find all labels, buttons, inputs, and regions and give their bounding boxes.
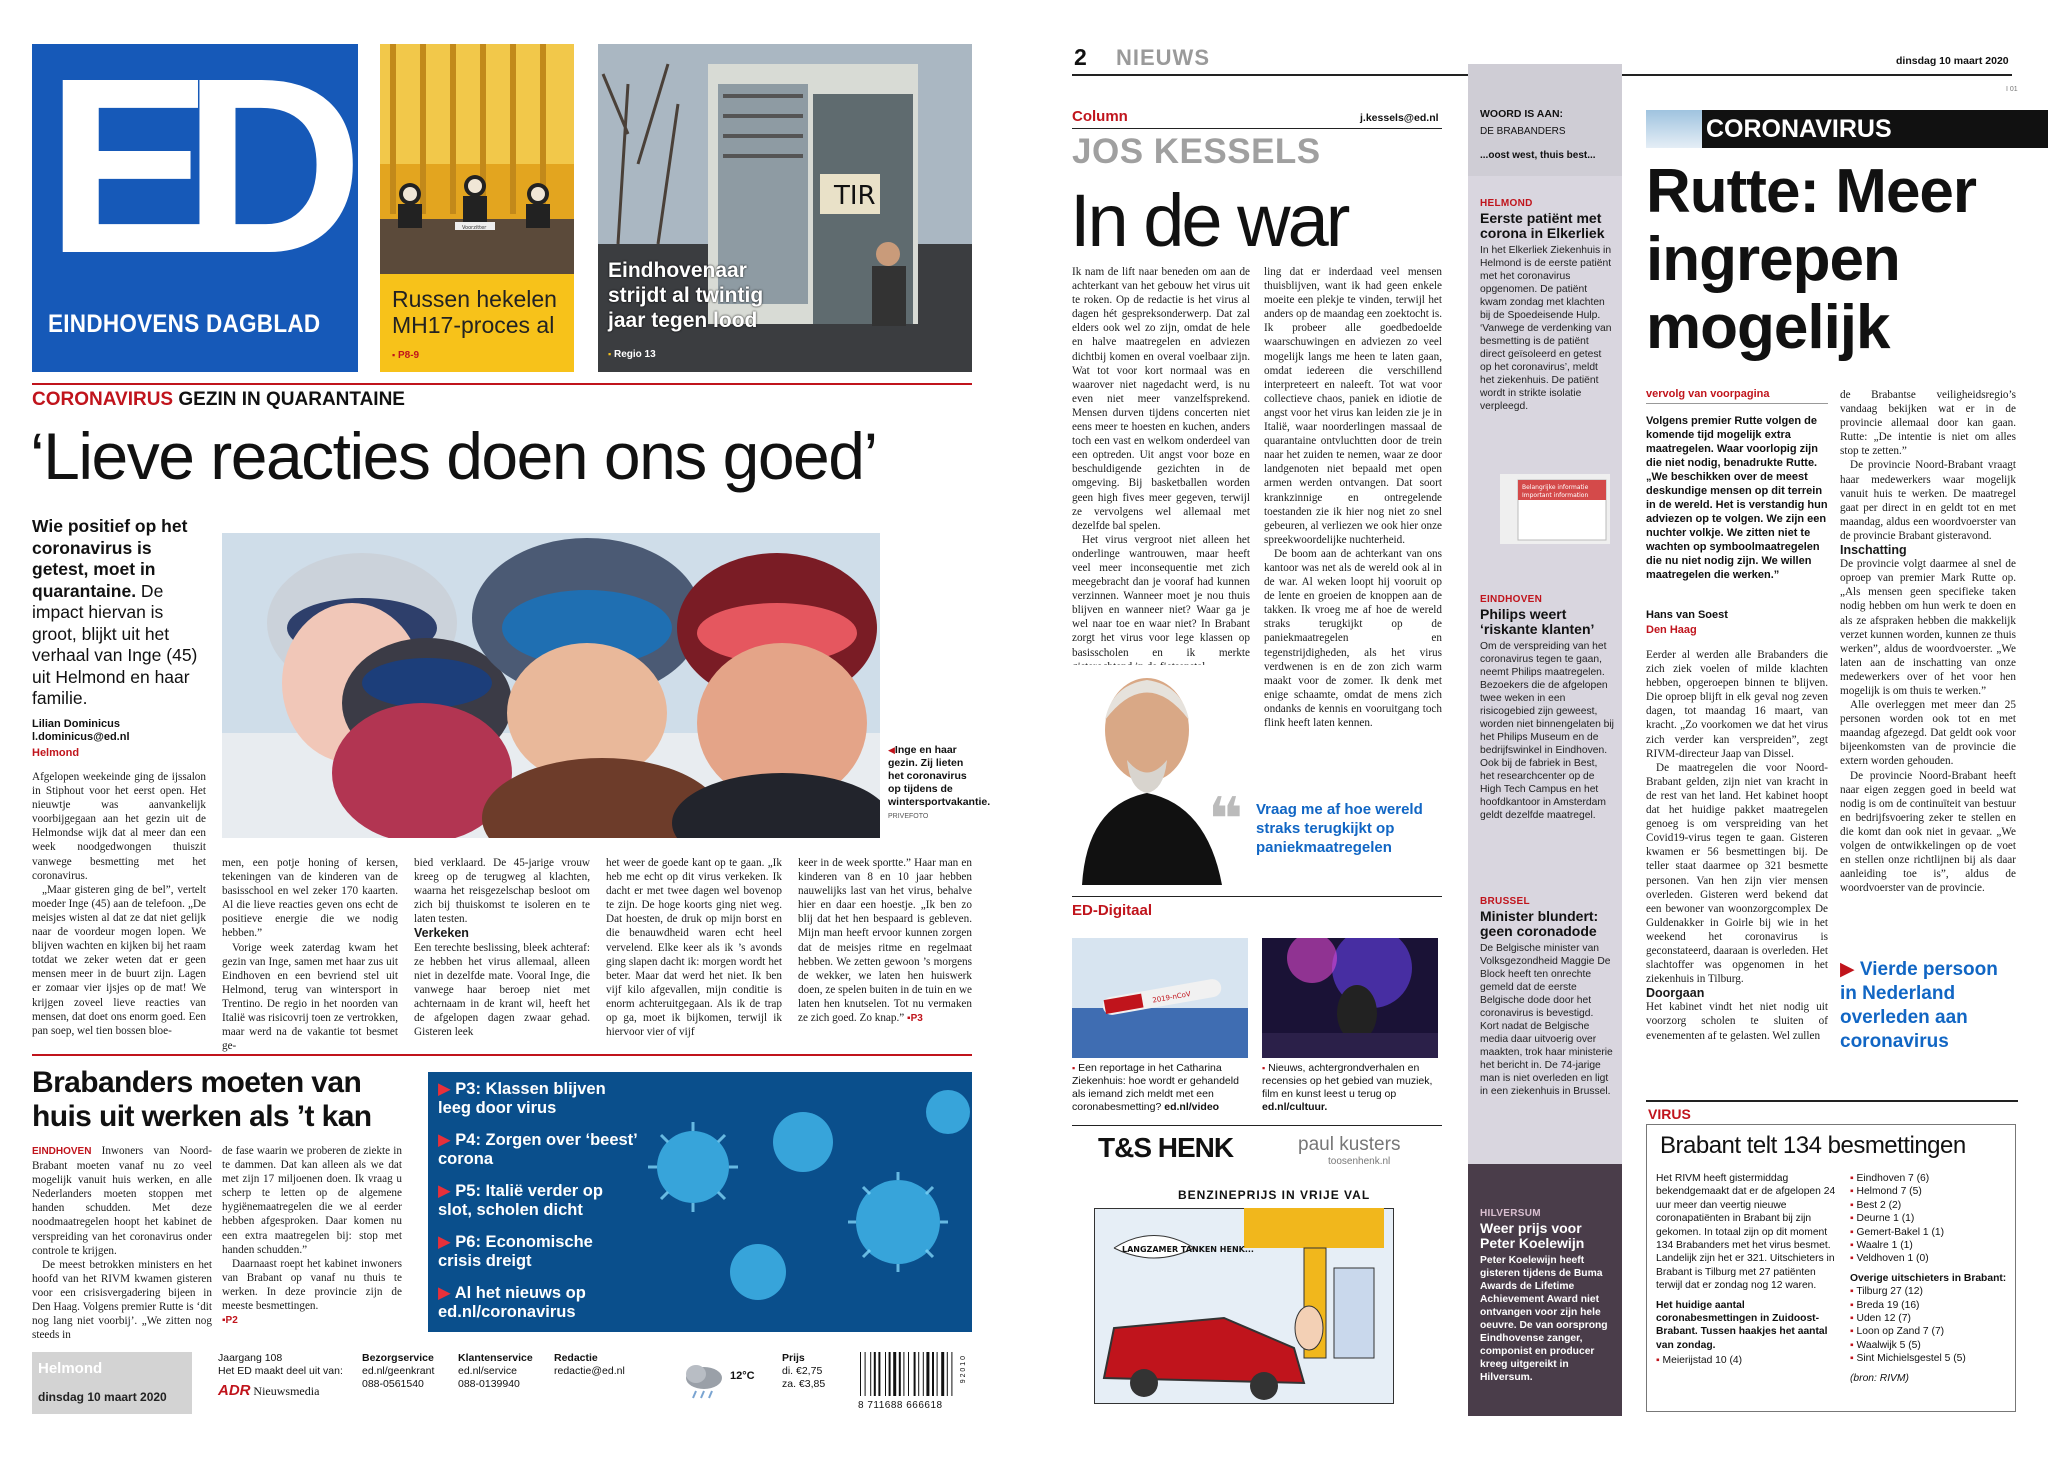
column-author: JOS KESSELS [1072, 132, 1321, 171]
barcode-side: 9 2 0 1 0 [960, 1356, 967, 1384]
column-title: In de war [1070, 179, 1348, 262]
list-item: ▪ Loon op Zand 7 (7) [1850, 1326, 1945, 1338]
virus-box-tag: VIRUS [1648, 1106, 1691, 1122]
quote-mark-icon: ❝ [1208, 786, 1244, 853]
cartoon [1078, 1132, 1440, 1412]
cartoon-balloon: LANGZAMER TANKEN HENK... [1122, 1245, 1254, 1254]
promo-item-web[interactable]: ▶ Al het nieuws op ed.nl/coronavirus [438, 1284, 586, 1321]
promo-item-p5[interactable]: ▶ P5: Italië verder op slot, scholen dicht [438, 1182, 603, 1219]
masthead-logo: ED [46, 26, 334, 305]
digital-photo-video[interactable] [1072, 938, 1248, 1058]
courtroom-photo [380, 44, 574, 274]
list-item: ▪ Best 2 (2) [1850, 1199, 1902, 1211]
lead-kicker: CORONAVIRUS GEZIN IN QUARANTAINE [32, 389, 405, 410]
column-label: Column [1072, 108, 1128, 125]
list-item: ▪ Sint Michielsgestel 5 (5) [1850, 1353, 1966, 1365]
cartoon-title: BENZINEPRIJS IN VRIJE VAL [1178, 1188, 1371, 1202]
column-pullquote: ❝ Vraag me af hoe wereld straks terugkijkt op paniekmaatregelen [1208, 786, 1423, 856]
list-item: ▪ Tilburg 27 (12) [1850, 1286, 1923, 1298]
promo-mh17[interactable] [380, 44, 574, 372]
digital-caption-culture: ▪ Nieuws, achtergrondverhalen en recensies op het gebied van muziek, film en kunst leest u terug op ed.nl/cultuur. [1262, 1062, 1433, 1113]
lead-col4: het weer de goede kant op te gaan. „Ik heb me echt op dit virus verkeken. Ik dacht er met twee dagen wel bovenop te zijn. De hoge koorts ging niet weg. Dat hoesten, de druk op mijn borst en die benauwdheid waren echt heel vervelend. Elke keer als ik ’s avonds ging slapen dacht ik: morgen wordt het beter. Maar dat werd het niet. Ik ben vijf kilo afgevallen, mijn conditie is enorm achteruitgegaan. Als ik de trap op ga, moet ik bijkomen, terwijl ik hiervoor vier of vijf [606, 857, 782, 1039]
cartoon-drawing [1094, 1208, 1394, 1404]
nameplate-text: Voorzitter [462, 225, 487, 231]
footer-bezorg[interactable]: Bezorgservice ed.nl/geenkrant 088-0561540 [362, 1352, 435, 1390]
hospital-sign-photo [1500, 474, 1610, 544]
main-tag-bar [1646, 110, 2048, 148]
inside-date-small: I 01 [2006, 86, 2018, 93]
digital-photo-culture[interactable] [1262, 938, 1438, 1058]
virus-photo-thumb [1646, 110, 1702, 148]
list-item: ▪ Helmond 7 (5) [1850, 1186, 1922, 1198]
test-tube-label: 2019-nCoV [1151, 990, 1192, 1005]
second-col1: EINDHOVEN Inwoners van Noord-Brabant moeten vanaf nu zo veel mogelijk vanuit huis werken, en alle Nederlanders moeten stoppen met handen schudden. Met deze noodmaatregelen hoopt het kabinet de verspreiding van het coronavirus onder controle te krijgen. De meest betrokken ministers en het hoofd van het RIVM kwamen gisteren voor een crisisvergadering bijeen in Den Haag. Volgens premier Rutte is ‘dit nog lang niet voorbij’. „We zitten nog steeds in [32, 1145, 212, 1342]
sign-line1: Belangrijke informatie [1522, 484, 1589, 491]
masthead-name: EINDHOVENS DAGBLAD [48, 310, 321, 338]
woord-label: WOORD IS AAN: [1480, 108, 1564, 120]
sidebar-item-brussel[interactable]: BRUSSEL Minister blundert: geen coronadode De Belgische minister van Volksgezondheid Maggie De Block heeft ten onrechte gemeld dat de eerste Belgische dode door het coronavirus is bevestigd. Kort nadat de Belgische media daar uitvoerig over maakten, trok haar ministerie het bericht in. De 74-jarige man is niet overleden en ligt in een ziekenhuis in Brussel. [1480, 896, 1613, 1097]
promo-lood-title: Eindhovenaar strijdt al twintig jaar tegen lood [608, 259, 764, 332]
digital-caption-video: ▪ Een reportage in het Catharina Ziekenhuis: hoe wordt er gehandeld als iemand zich meldt met een coronabesmetting? ed.nl/video [1072, 1062, 1239, 1113]
footer-redactie[interactable]: Redactie redactie@ed.nl [554, 1352, 625, 1377]
list-item: ▪ Waalwijk 5 (5) [1850, 1339, 1921, 1351]
promo-lood[interactable] [598, 44, 972, 372]
virus-box-list-left [1656, 1354, 1836, 1367]
sign-line2: Important information [1522, 492, 1589, 499]
footer-prijs: Prijs di. €2,75 za. €3,85 [782, 1352, 826, 1390]
footer-klant[interactable]: Klantenservice ed.nl/service 088-0139940 [458, 1352, 533, 1390]
virus-box-text: Het RIVM heeft gistermiddag bekendgemaakt dat er de afgelopen 24 uur meer dan veertig nieuwe coronapatiënten in Brabant bij zijn gekomen. In totaal zijn op dit moment 134 Brabanders met het virus besmet. Landelijk zijn het er 321. Uitschieters in Brabant is Tilburg met 27 patiënten terwijl dat er zondag nog 12 waren. Het huidige aantal coronabesmettingen in Zuidoost-Brabant. Tussen haakjes het aantal van zondag. ▪ Meierijstad 10 (4) [1656, 1173, 1836, 1367]
virus-box-right: ▪ Eindhoven 7 (6) ▪ Helmond 7 (5) ▪ Best 2 (2) ▪ Deurne 1 (1) ▪ Gemert-Bakel 1 (1) ▪ Waalre 1 (1) ▪ Veldhoven 1 (0) Overige uitschieters in Brabant: ▪ Tilburg 27 (12) ▪ Breda 19 (16) ▪ Uden 12 (7) ▪ Loon op Zand 7 (7) ▪ Waalwijk 5 (5) ▪ Sint Michielsgestel 5 (5) (bron: RIVM) [1850, 1172, 2012, 1385]
weather-cloud-icon [680, 1358, 730, 1402]
footer-city: Helmond [38, 1360, 103, 1377]
footer-temp: 12°C [730, 1370, 755, 1382]
second-headline[interactable]: Brabanders moeten van huis uit werken als ’t kan [32, 1066, 372, 1133]
main-side-link[interactable]: ▶ Vierde persoon in Nederland overleden aan coronavirus [1840, 959, 1998, 1052]
main-tag: CORONAVIRUS [1706, 115, 1892, 143]
list-item: ▪ Uden 12 (7) [1850, 1313, 1911, 1325]
family-photo-caption: ◀Inge en haar gezin. Zij lieten het coronavirus op tijdens de wintersportvakantie. PRIVEFOTO [888, 744, 991, 820]
lead-col2: men, een potje honing of kersen, tekeningen van de kinderen van de basisschool en wel zeker 170 kaarten. Al die lieve reacties geven ons echt de positieve energie die we nodig hebben.” Vorige week zaterdag kwam het gezin van Inge, samen met haar zus uit Eindhoven en een bevriend stel uit Helmond, terug van wintersport in Trentino. De regio in het noorden van Italië was risicovrij toen ze vertrokken, maar werd na de vakantie tot besmet ge- [222, 857, 398, 1053]
lead-col5: keer in de week sportte.” Haar man en kinderen van 8 en 10 jaar hebben nauwelijks last van het virus, behalve hier en daar een hoestje. „Ik ben zo blij dat het hen bespaard is gebleven. Mijn man heeft ervoor kunnen zorgen dat de meisjes ritme en regelmaat hebben. We zetten gewoon ’s morgens de wekker, we laten hen huiswerk doen, ze spelen buiten in de tuin en we laten hen knutselen. Tot nu vermaken ze zich goed. Zo knap.” ▪P3 [798, 857, 972, 1025]
front-footer [32, 1352, 972, 1414]
virus-box-list-right [1850, 1172, 2012, 1266]
virus-box [1646, 1100, 2018, 1412]
promo-item-p6[interactable]: ▶ P6: Economische crisis dreigt [438, 1233, 593, 1270]
virus-box-title: Brabant telt 134 besmettingen [1660, 1132, 1966, 1159]
barcode [858, 1352, 968, 1398]
footer-city-box [32, 1352, 192, 1414]
lead-byline: Lilian Dominicus l.dominicus@ed.nl Helmond [32, 718, 130, 759]
cartoon-logo: T&S HENK [1098, 1132, 1234, 1163]
sidebar [1468, 64, 1622, 1416]
lead-intro: Wie positief op het coronavirus is getest, moet in quarantaine. De impact hiervan is groot, blijkt uit het verhaal van Inge (45) uit Helmond en haar familie. [32, 516, 198, 708]
promo-mh17-ref: ▪ P8-9 [392, 350, 420, 361]
list-item: ▪ Waalre 1 (1) [1850, 1240, 1913, 1252]
list-item: ▪ Deurne 1 (1) [1850, 1213, 1915, 1225]
main-byline: Hans van Soest Den Haag [1646, 609, 1728, 636]
woord-who: DE BRABANDERS [1480, 126, 1566, 137]
list-item: ▪ Breda 19 (16) [1850, 1299, 1920, 1311]
sidebar-item-eindhoven[interactable]: EINDHOVEN Philips weert ‘riskante klanten’ Om de verspreiding van het coronavirus tegen te gaan, neemt Philips maatregelen. Bezoekers die de afgelopen twee weken in een risicogebied zijn geweest, worden niet binnengelaten bij het Philips Museum en de bedrijfswinkel in Eindhoven. Ook bij de fabriek in Best, het researchcenter op de High Tech Campus en het hoofdkantoor in Amsterdam geldt dezelfde maatregel. [1480, 594, 1614, 821]
masthead [32, 26, 358, 372]
lead-headline: ‘Lieve reacties doen ons goed’ [30, 419, 877, 493]
list-item: ▪ Eindhoven 7 (6) [1850, 1173, 1930, 1184]
promo-lood-ref: ▪ Regio 13 [608, 349, 656, 360]
lead-col1: Afgelopen weekeinde ging de ijssalon in Stiphout voor het eerst open. Het nieuwtje was aanvankelijk voorbijgegaan aan het gezin uit de Helmondse wijk dat al meer dan een week noodgedwongen thuiszit vanwege besmetting met het coronavirus. „Maar gisteren ging de bel”, vertelt moeder Inge (45) aan de telefoon. „De meisjes wisten al dat ze dat niet gelijk naar de voordeur mogen lopen. We blijven wachten en kijken bij het raam totdat we zeker weten dat er geen mensen meer in de buurt zijn. Lagen er zomaar vier ijsjes op de mat! We krijgen zoveel lieve reacties van mensen, dat doet ons enorm goed. Een pan soep, wel tien bossen bloe- [32, 771, 206, 1037]
main-headline: Rutte: Meer ingrepen mogelijk [1646, 157, 1977, 362]
column-col1: Ik nam de lift naar beneden om aan de achterkant van het gebouw het virus uit te roken. Op de redactie is het virus al dagen hét gespreksonderwerp. Dat zal elders ook wel zo zijn, omdat de hele en halve maatregelen en adviezen dichtbij komen en overal voelbaar zijn. Wat tot voor kort normaal was en waarover niet nagedacht werd, is nu even niet meer vanzelfsprekend. Mensen durven tijdens concerten niet eens meer te hoesten en kuchen, anders toch een vast en welkom onderdeel van een optreden. Uit angst voor boze en beschuldigende gezichten in de omgeving. Bij basketballen worden geen high fives meer gegeven, terwijl ze vervolgens wel allemaal met dezelfde bal spelen. Het virus vergroot niet alleen het onderlinge wantrouwen, maar heeft veel meer inconsequentie met zich meegebracht dan je vooraf had kunnen verzinnen. Wanneer moet je nou thuis blijven en wanneer niet? Waar ga je wel naar toe en waar niet? In Brabant zorgt het virus voor lege klassen op basisscholen en ik merkte [1072, 266, 1250, 659]
sidebar-item-hilversum[interactable]: HILVERSUM Weer prijs voor Peter Koelewijn Peter Koelewijn heeft gisteren tijdens de Buma Awards de Lifetime Achievement Award niet ontvangen voor zijn hele oeuvre. De van oorsprong Eindhovense zanger, componist en producer kreeg uitgereikt in Hilversum. [1480, 1208, 1608, 1383]
page-number: 2 [1074, 44, 1087, 70]
lead-col3: bied verklaard. De 45-jarige vrouw kreeg op de terugweg al klachten, waarna het reisgezelschap besloot om zich bij thuiskomst te isoleren en te laten testen. Verkeken Een terechte beslissing, bleek achteraf: ze hebben het virus allemaal, alleen niet in dezelfde mate. Vooral Inge, die vanwege haar beroep niet met achternaam in de krant wil, heeft het de afgelopen dagen zwaar gehad. Gisteren leek [414, 857, 590, 1039]
section-name: NIEUWS [1116, 45, 1210, 70]
promo-item-p3[interactable]: ▶ P3: Klassen blijven leeg door virus [438, 1080, 606, 1117]
footer-jaargang: Jaargang 108 Het ED maakt deel uit van: ADR Nieuwsmedia [218, 1352, 343, 1399]
tir-sign: TIR [834, 181, 876, 211]
woord-text: ...oost west, thuis best... [1480, 150, 1596, 161]
promo-item-p4[interactable]: ▶ P4: Zorgen over ‘beest’ corona [438, 1131, 637, 1168]
sidebar-item-helmond[interactable]: HELMOND Eerste patiënt met corona in Elkerliek In het Elkerliek Ziekenhuis in Helmond is de eerste patiënt met het coronavirus opgenomen. De patiënt kwam zondag met klachten bij de Spoedeisende Hulp. ‘Vanwege de verdenking van besmetting is de patiënt direct geïsoleerd en getest op het coronavirus’, meldt het ziekenhuis. De patiënt wordt in strikte isolatie verpleegd. [1480, 198, 1612, 412]
main-intro: Volgens premier Rutte volgen de komende tijd mogelijk extra maatregelen. Waar voorlopig zijn die niet nodig, benadrukte Rutte. „We beschikken over de meest deskundige mensen op dit terrein in de wereld. Het is verstandig hun adviezen op te volgen. We zijn een nuchter volkje. We zitten niet te wachten op symboolmaatregelen die nu niet nodig zijn. We willen maatregelen die werken.” [1646, 415, 1828, 581]
second-col2: de fase waarin we proberen de ziekte in te dammen. Dat kan alleen als we dat met zijn 17 miljoenen doen. Ik vraag u scherp te letten op de algemene hygiënemaatregelen die we al eerder hebben afgesproken. Daar komen nu een extra maatregelen bij: stop met handen schudden.” Daarnaast roept het kabinet inwoners van Brabant op vanaf nu thuis te werken. In deze provincie zijn de meeste besmettingen. ▪P2 [222, 1145, 402, 1327]
cartoon-site: toosenhenk.nl [1328, 1156, 1391, 1167]
cartoon-artist: paul kusters [1298, 1134, 1401, 1155]
column-email[interactable]: j.kessels@ed.nl [1360, 112, 1439, 124]
virus-box-list-overige [1850, 1285, 2012, 1365]
family-ski-photo [222, 533, 880, 838]
corona-promo-box[interactable] [428, 1072, 972, 1332]
list-item: ▪ Meierijstad 10 (4) [1656, 1355, 1743, 1367]
main-col2: de Brabantse veiligheidsregio’s vandaag bekijken wat er in de provincie allemaal door kan gaan. Rutte: „De intentie is niet om alles stop te zetten.” De provincie Noord-Brabant vraagt haar medewerkers waar mogelijk vanuit huis te werken. De maatregel gaat per direct in en geldt tot en met maandag, aldus een woordvoerster van de provincie Brabant gisteravond. Inschatting De provincie volgt daarmee al snel de oproep van premier Mark Rutte op. „Als mensen geen specifieke taken nodig hebben om hun werk te doen en als ze afspraken hebben die makkelijk verzet kunnen worden, kunnen ze thuis werken”, aldus de woordvoerster. „We laten aan de inschatting van onze medewerkers over of het voor hen mogelijk is om thuis te werken.” Alle overleggen met meer dan 25 personen worden ook tot en met maandag afgezegd. Dat geldt ook voor bijeenkomsten van de provincie die extern worden gehouden. De provincie Noord-Brabant heeft naar eigen zeggen goed in beeld wat nodig is om de continuïteit van bestuur en bedrijfsvoering zeker te stellen en die komt dan ook niet in gevaar. „We volgen de ontwikkelingen op de voet en stellen onze richtlijnen bij als daar aanleiding toe is”, aldus de woordvoerster van de provincie. [1840, 389, 2016, 895]
footer-date: dinsdag 10 maart 2020 [38, 1390, 167, 1404]
inside-date: dinsdag 10 maart 2020 [1896, 55, 2009, 67]
barcode-number: 8 711688 666618 [858, 1400, 943, 1411]
main-col1: Eerder al werden alle Brabanders die zich ziek voelen of milde klachten hebben, opgeroepen binnen te blijven. Die oproep blijft in elk geval nog zeven dagen, tot maandag 16 maart, van kracht. „Zo voorkomen we dat het virus zich verder kan verspreiden”, zegt RIVM-directeur Jaap van Dissel. De maatregelen die voor Noord-Brabant gelden, zijn niet van kracht in de rest van het land. Het kabinet hoopt dat het huidige pakket maatregelen genoeg is om verspreiding van het Covid19-virus tegen te gaan. Gisteren kwamen er 56 besmettingen bij. De teller staat daarmee op 321 besmette personen. Van hen zijn vier mensen overleden. Gisteren werd bekend dat een bewoner van woonzorgcomplex De Guldenakker in Goirle bij wie in het weekend het coronavirus is geconstateerd, daaraan is overleden. Het slachtoffer was opgenomen in het ziekenhuis in Tilburg. Doorgaan Het kabinet vindt het niet nodig uit voorzorg scholen te sluiten of evenementen af te gelasten. Wel zullen [1646, 649, 1828, 1042]
column-col2: ling dat er inderdaad veel mensen thuisblijven, want ik had geen enkele moeite een plekje te vinden, terwijl het anders op de maandag een zoektocht is. Ik probeer alle goedbedoelde waarschuwingen en adviezen zo veel mogelijk langs me heen te laten gaan, omdat iedereen die verschillend interpreteert en naleeft. Tot wat voor collectieve chaos, paniek en idiotie de angst voor het virus kan leiden zie je in Italië, waar noorderlingen massaal de quarantaine ontvluchtten door de trein naar het zuiden te nemen, waar ze door landgenoten niet bepaald met open armen werden ontvangen. Dat soort krankzinnige en ontregelende toestanden zie ik hier nog niet zo snel gebeuren, al verliezen we ook hier onze spreekwoordelijke nuchterheid. De boom aan de achterkant van ons kantoor was net als de wereld ook al in de war. Al weken loopt hij vooruit op de lente en groeien de knoppen aan de takken. Ik vroeg me af hoe de wereld straks terugkijkt op de paniekmaatregelen en tegenstrijdigheden, als het virus verdwenen is en de zon zich warm maakt voor de zomer. Ik denk met enige schaamte, omdat de mens zich ondanks de kennis en vooruitgang toch flink heeft laten kennen. [1264, 266, 1442, 729]
digital-label: ED-Digitaal [1072, 902, 1153, 919]
promo-mh17-title: Russen hekelen MH17-proces al [392, 286, 557, 338]
main-vervolg: vervolg van voorpagina [1646, 388, 1770, 400]
list-item: ▪ Veldhoven 1 (0) [1850, 1253, 1929, 1265]
list-item: ▪ Gemert-Bakel 1 (1) [1850, 1226, 1945, 1238]
